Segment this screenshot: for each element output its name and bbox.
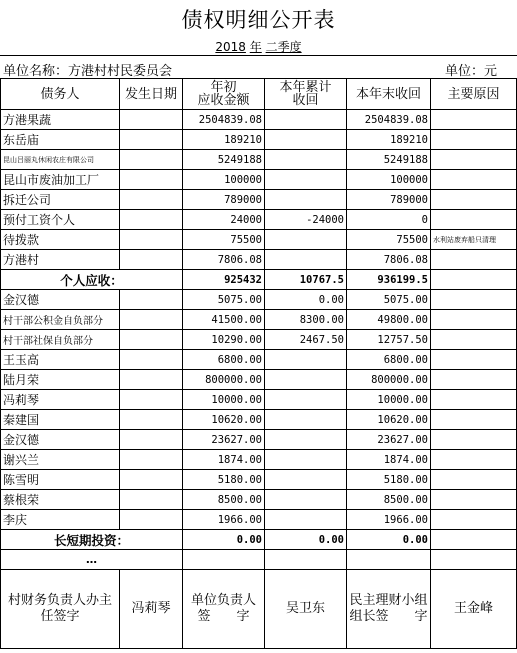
debtor-name: 东岳庙 (1, 130, 120, 150)
table-row (1, 470, 517, 490)
table-row (1, 430, 517, 450)
end-amount: 1874.00 (347, 450, 431, 470)
recovered-amount (265, 410, 347, 430)
reason-cell (431, 350, 517, 370)
reason-cell (431, 210, 517, 230)
end-amount: 7806.08 (347, 250, 431, 270)
date-cell (120, 490, 183, 510)
table-row (1, 350, 517, 370)
start-amount: 7806.08 (183, 250, 265, 270)
header-end: 本年末收回 (347, 79, 431, 110)
start-amount: 800000.00 (183, 370, 265, 390)
start-amount: 2504839.08 (183, 110, 265, 130)
table-row (1, 330, 517, 350)
table-row (1, 370, 517, 390)
debtor-name: 金汉德 (1, 290, 120, 310)
empty-cell (347, 550, 431, 570)
end-amount: 12757.50 (347, 330, 431, 350)
start-amount: 10290.00 (183, 330, 265, 350)
empty-cell (265, 550, 347, 570)
debtor-name: 方港果蔬 (1, 110, 120, 130)
start-amount: 10620.00 (183, 410, 265, 430)
header-reason: 主要原因 (431, 79, 517, 110)
period-year-unit: 年 (249, 40, 262, 54)
debtor-name: 拆迁公司 (1, 190, 120, 210)
date-cell (120, 470, 183, 490)
end-amount: 1966.00 (347, 510, 431, 530)
debtor-name: 金汉德 (1, 430, 120, 450)
debtor-name: 待拨款 (1, 230, 120, 250)
header-start: 年初 应收金额 (183, 79, 265, 110)
committee-head-label: 民主理财小组组长签 字 (347, 570, 431, 649)
recovered-amount (265, 490, 347, 510)
end-amount: 75500 (347, 230, 431, 250)
recovered-amount (265, 110, 347, 130)
debtor-name: 王玉高 (1, 350, 120, 370)
recovered-amount (265, 130, 347, 150)
start-amount: 1874.00 (183, 450, 265, 470)
start-amount: 789000 (183, 190, 265, 210)
start-amount: 5075.00 (183, 290, 265, 310)
debtor-name: 方港村 (1, 250, 120, 270)
reason-cell (431, 470, 517, 490)
debtor-name: 蔡根荣 (1, 490, 120, 510)
debtor-name: 谢兴兰 (1, 450, 120, 470)
debtor-name: 昆山市废油加工厂 (1, 170, 120, 190)
reason-cell (431, 190, 517, 210)
start-amount: 189210 (183, 130, 265, 150)
date-cell (120, 410, 183, 430)
start-amount: 100000 (183, 170, 265, 190)
reason-cell: 水利站废弃船只清理 (431, 230, 517, 250)
recovered-amount: -24000 (265, 210, 347, 230)
reason-cell (431, 170, 517, 190)
signature-row (1, 570, 517, 649)
recovered-amount (265, 510, 347, 530)
page-title: 债权明细公开表 (181, 8, 336, 32)
start-amount: 5180.00 (183, 470, 265, 490)
recovered-amount (265, 250, 347, 270)
reason-cell (431, 430, 517, 450)
header-recovered: 本年累计 收回 (265, 79, 347, 110)
reason-cell (431, 290, 517, 310)
period-quarter: 二季度 (265, 40, 302, 54)
committee-head-signature: 王金峰 (431, 570, 517, 649)
total-label: 个人应收： (1, 270, 183, 290)
recovered-amount (265, 350, 347, 370)
reason-cell (431, 330, 517, 350)
date-cell (120, 430, 183, 450)
start-amount: 8500.00 (183, 490, 265, 510)
table-row (1, 310, 517, 330)
table-row (1, 130, 517, 150)
date-cell (120, 150, 183, 170)
date-cell (120, 230, 183, 250)
table-row (1, 290, 517, 310)
end-amount: 49800.00 (347, 310, 431, 330)
reason-cell (431, 250, 517, 270)
table-row (1, 230, 517, 250)
start-amount: 23627.00 (183, 430, 265, 450)
investment-total-row (1, 530, 517, 550)
empty-cell (183, 550, 265, 570)
recovered-amount: 0.00 (265, 290, 347, 310)
recovered-amount (265, 150, 347, 170)
end-amount: 189210 (347, 130, 431, 150)
unit-name (3, 60, 172, 79)
end-amount: 23627.00 (347, 430, 431, 450)
header-debtor: 债务人 (1, 79, 120, 110)
date-cell (120, 330, 183, 350)
reason-cell (431, 390, 517, 410)
total-end: 936199.5 (347, 270, 431, 290)
total-reason (431, 270, 517, 290)
table-row (1, 110, 517, 130)
unit-head-label: 单位负责人签 字 (183, 570, 265, 649)
unit-name-label: 单位名称： (3, 64, 69, 79)
recovered-amount (265, 170, 347, 190)
period-year: 2018 (215, 40, 246, 54)
date-cell (120, 510, 183, 530)
claims-table (0, 78, 517, 649)
end-amount: 800000.00 (347, 370, 431, 390)
recovered-amount (265, 230, 347, 250)
start-amount: 6800.00 (183, 350, 265, 370)
date-cell (120, 370, 183, 390)
total-reason (431, 530, 517, 550)
end-amount: 789000 (347, 190, 431, 210)
table-row (1, 490, 517, 510)
reason-cell (431, 490, 517, 510)
start-amount: 10000.00 (183, 390, 265, 410)
date-cell (120, 290, 183, 310)
end-amount: 100000 (347, 170, 431, 190)
table-row (1, 170, 517, 190)
finance-head-signature: 冯莉琴 (120, 570, 183, 649)
debtor-name: 陆月荣 (1, 370, 120, 390)
table-row (1, 190, 517, 210)
reason-cell (431, 450, 517, 470)
table-row (1, 150, 517, 170)
date-cell (120, 250, 183, 270)
recovered-amount (265, 470, 347, 490)
recovered-amount: 8300.00 (265, 310, 347, 330)
reason-cell (431, 370, 517, 390)
finance-head-label: 村财务负责人办主任签字 (1, 570, 120, 649)
total-label: 长短期投资： (1, 530, 183, 550)
recovered-amount (265, 390, 347, 410)
total-recovered: 0.00 (265, 530, 347, 550)
empty-cell (431, 550, 517, 570)
ellipsis-cell: … (1, 550, 183, 570)
date-cell (120, 130, 183, 150)
ellipsis-row (1, 550, 517, 570)
debtor-name: 村干部公积金自负部分 (1, 310, 120, 330)
start-amount: 24000 (183, 210, 265, 230)
debtor-name: 预付工资个人 (1, 210, 120, 230)
end-amount: 5075.00 (347, 290, 431, 310)
debtor-name: 村干部社保自负部分 (1, 330, 120, 350)
currency-unit: 单位：元 (445, 64, 498, 79)
date-cell (120, 310, 183, 330)
table-row (1, 450, 517, 470)
debtor-name: 陈雪明 (1, 470, 120, 490)
debtor-name: 秦建国 (1, 410, 120, 430)
date-cell (120, 110, 183, 130)
end-amount: 6800.00 (347, 350, 431, 370)
header-row (1, 79, 517, 110)
personal-total-row (1, 270, 517, 290)
date-cell (120, 210, 183, 230)
reason-cell (431, 410, 517, 430)
start-amount: 75500 (183, 230, 265, 250)
table-row (1, 250, 517, 270)
report-period (0, 38, 517, 55)
total-start: 0.00 (183, 530, 265, 550)
recovered-amount (265, 190, 347, 210)
end-amount: 8500.00 (347, 490, 431, 510)
reason-cell (431, 150, 517, 170)
table-row (1, 410, 517, 430)
unit-info-row (0, 55, 517, 78)
debtor-name: 李庆 (1, 510, 120, 530)
reason-cell (431, 510, 517, 530)
date-cell (120, 450, 183, 470)
total-recovered: 10767.5 (265, 270, 347, 290)
end-amount: 0 (347, 210, 431, 230)
date-cell (120, 170, 183, 190)
unit-head-signature: 吴卫东 (265, 570, 347, 649)
recovered-amount (265, 430, 347, 450)
end-amount: 2504839.08 (347, 110, 431, 130)
reason-cell (431, 310, 517, 330)
table-row (1, 510, 517, 530)
date-cell (120, 350, 183, 370)
reason-cell (431, 130, 517, 150)
unit-name-value: 方港村村民委员会 (68, 64, 173, 79)
reason-cell (431, 110, 517, 130)
start-amount: 41500.00 (183, 310, 265, 330)
table-row (1, 390, 517, 410)
recovered-amount (265, 450, 347, 470)
debtor-name: 冯莉琴 (1, 390, 120, 410)
date-cell (120, 390, 183, 410)
table-row (1, 210, 517, 230)
end-amount: 10000.00 (347, 390, 431, 410)
start-amount: 5249188 (183, 150, 265, 170)
recovered-amount (265, 370, 347, 390)
debtor-name: 昆山吕丽丸休闲农庄有限公司 (1, 150, 120, 170)
end-amount: 5249188 (347, 150, 431, 170)
end-amount: 5180.00 (347, 470, 431, 490)
date-cell (120, 190, 183, 210)
start-amount: 1966.00 (183, 510, 265, 530)
total-start: 925432 (183, 270, 265, 290)
header-date: 发生日期 (120, 79, 183, 110)
total-end: 0.00 (347, 530, 431, 550)
end-amount: 10620.00 (347, 410, 431, 430)
recovered-amount: 2467.50 (265, 330, 347, 350)
